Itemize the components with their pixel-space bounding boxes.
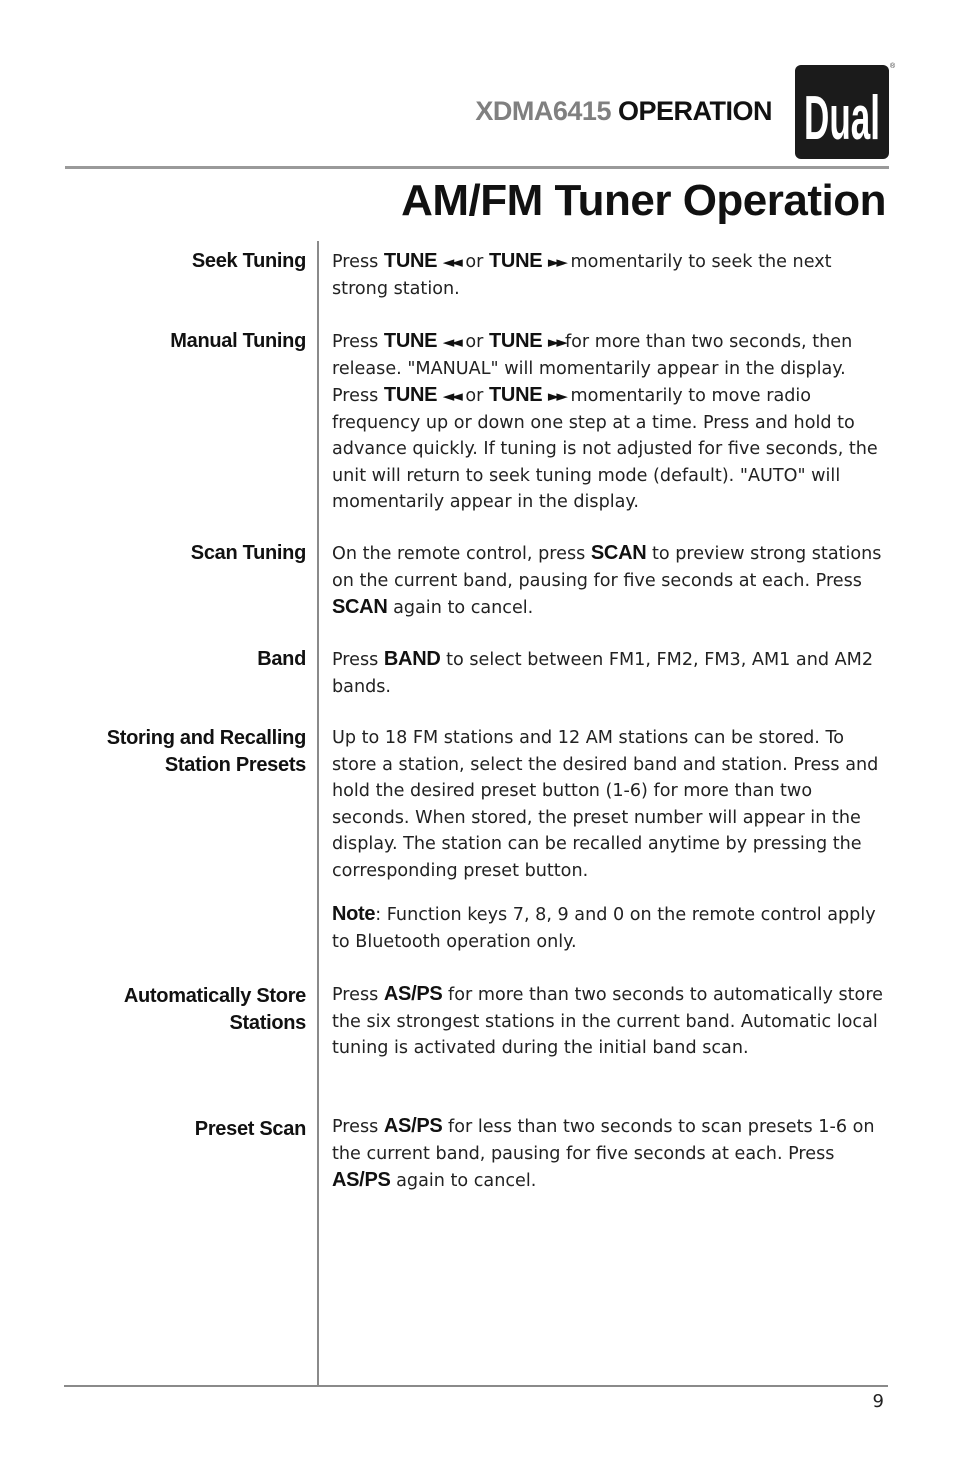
rewind-icon: ◄◄: [442, 253, 460, 271]
presets-note: Note: Function keys 7, 8, 9 and 0 on the remote control apply to Bluetooth operation only.: [332, 903, 876, 952]
seek-tuning-text: Press TUNE ◄◄ or TUNE ►► momentarily to seek the next strong station.: [332, 250, 832, 299]
auto-store-text: Press AS/PS for more than two seconds to automatically store the six strongest stations in the current band. Automatic local tuning is activated during the initial band scan.: [332, 983, 883, 1058]
rewind-icon: ◄◄: [442, 387, 460, 405]
manual-tuning-text: Press TUNE ◄◄ or TUNE ►►for more than two seconds, then release. "MANUAL" will momentarily appear in the display. Press TUNE ◄◄ or TUNE ►► momentarily to move radio frequency up or down one step at a time. Press and hold to advance quickly. If tuning is not adjusted for five seconds, the unit will return to seek tuning mode (default). "AUTO" will momentarily appear in the display.: [332, 330, 878, 512]
fast-forward-icon: ►►: [547, 387, 565, 405]
dual-logo: [795, 65, 889, 159]
page-title: AM/FM Tuner Operation: [401, 176, 886, 225]
scan-tuning-heading: Scan Tuning: [190, 542, 306, 564]
seek-tuning-heading: Seek Tuning: [191, 250, 306, 272]
band-heading: Band: [257, 648, 306, 670]
fast-forward-icon: ►►: [547, 333, 565, 351]
header-title: [475, 96, 772, 127]
preset-scan-heading: Preset Scan: [194, 1118, 306, 1140]
header-rule: [65, 166, 889, 169]
scan-tuning-text: On the remote control, press SCAN to preview strong stations on the current band, pausing for five seconds at each. Press SCAN again to cancel.: [332, 542, 882, 618]
manual-tuning-heading: Manual Tuning: [170, 330, 306, 352]
registered-mark: ®: [890, 63, 896, 70]
footer-rule: [64, 1385, 888, 1387]
preset-scan-text: Press AS/PS for less than two seconds to scan presets 1-6 on the current band, pausing for five seconds at each. Press AS/PS again to cancel.: [332, 1115, 875, 1191]
station-presets-text: Up to 18 FM stations and 12 AM stations can be stored. To store a station, select the desired band and station. Press and hold the desired preset button (1-6) for more than two seconds. When stored, the preset number will appear in the display. The station can be recalled anytime by pressing the corresponding preset button.: [332, 728, 879, 881]
fast-forward-icon: ►►: [547, 253, 565, 271]
auto-store-heading: Automatically Store Stations: [123, 985, 306, 1034]
model-number: XDMA6415: [475, 96, 611, 126]
page-number: 9: [872, 1391, 884, 1412]
station-presets-heading: Storing and Recalling Station Presets: [106, 727, 306, 776]
column-divider: [317, 241, 319, 1386]
operation-label: OPERATION: [617, 96, 772, 126]
rewind-icon: ◄◄: [442, 333, 460, 351]
svg-text:Dual: Dual: [804, 84, 880, 153]
band-text: Press BAND to select between FM1, FM2, FM3, AM1 and AM2 bands.: [332, 648, 874, 697]
dual-logo-mark: [802, 77, 882, 153]
